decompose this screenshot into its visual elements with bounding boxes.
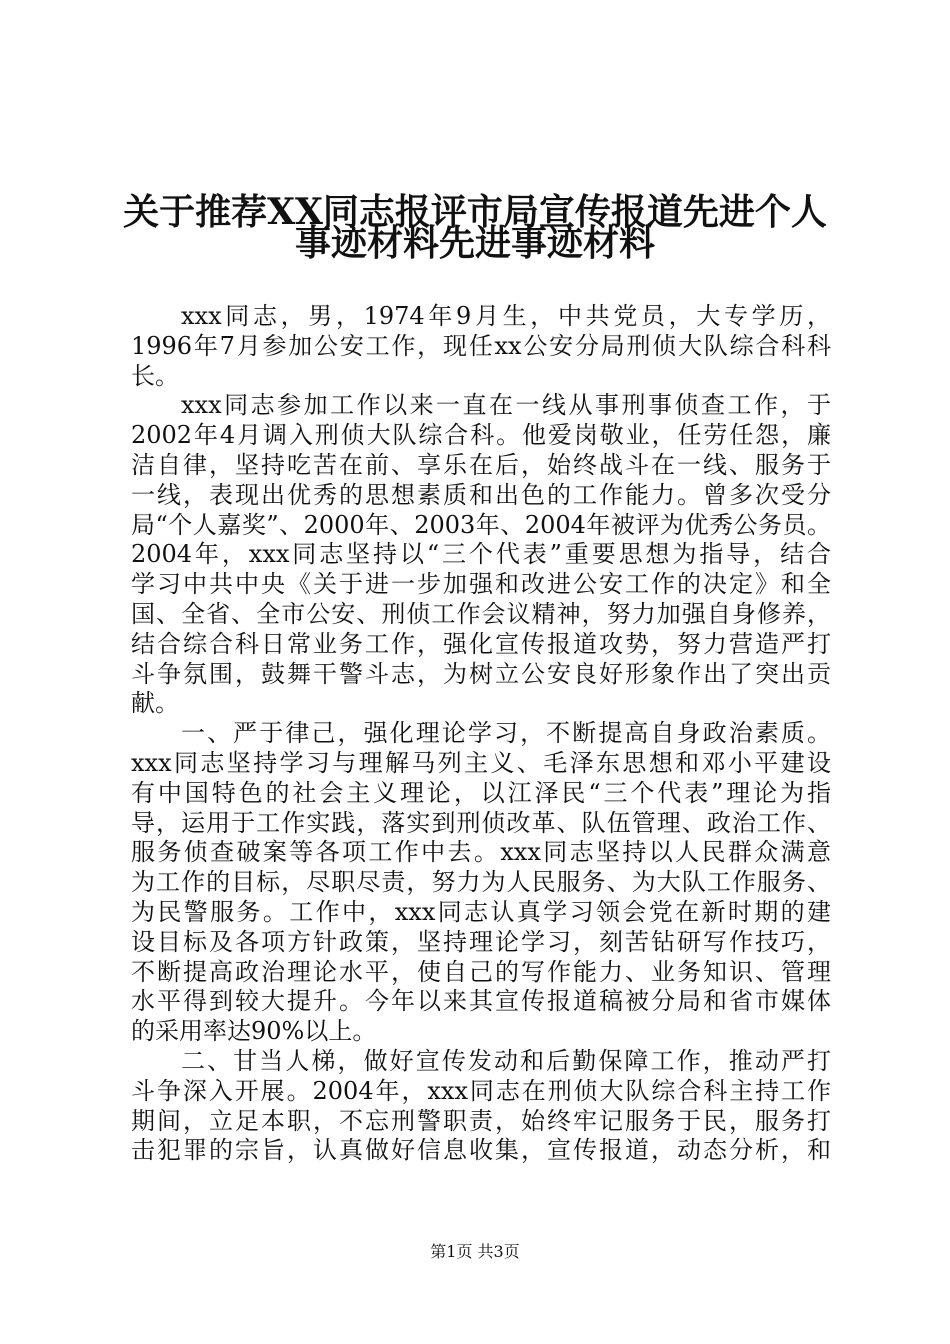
body-text-line: 结合综合科日常业务工作，强化宣传报道攻势，努力营造严打: [131, 629, 831, 658]
body-text-line: 2004年，xxx同志坚持以“三个代表”重要思想为指导，结合: [131, 540, 831, 569]
body-text-line: 水平得到较大提升。今年以来其宣传报道稿被分局和省市媒体: [131, 987, 831, 1016]
document-title-line-1: 关于推荐XX同志报评市局宣传报道先进个人: [123, 191, 827, 233]
body-text-line: 学习中共中央《关于进一步加强和改进公安工作的决定》和全: [131, 570, 831, 599]
body-text-line: 导，运用于工作实践，落实到刑侦改革、队伍管理、政治工作、: [131, 808, 831, 837]
document-body: [131, 302, 831, 1166]
body-text-line: 为民警服务。工作中，xxx同志认真学习领会党在新时期的建: [131, 897, 831, 926]
body-text-line: 国、全省、全市公安、刑侦工作会议精神，努力加强自身修养，: [131, 599, 831, 628]
body-text-line: 期间，立足本职，不忘刑警职责，始终牢记服务于民，服务打: [131, 1106, 831, 1135]
body-text-line: 长。: [131, 361, 179, 390]
body-text-line: 的采用率达90%以上。: [131, 1017, 377, 1046]
body-text-line: 有中国特色的社会主义理论，以江泽民“三个代表”理论为指: [131, 778, 831, 807]
body-text-line: 洁自律，坚持吃苦在前、享乐在后，始终战斗在一线、服务于: [131, 450, 831, 479]
body-text-line: xxx同志坚持学习与理解马列主义、毛泽东思想和邓小平建设: [131, 748, 831, 777]
page-footer: 第1页 共3页: [430, 1242, 520, 1261]
body-text-line: 击犯罪的宗旨，认真做好信息收集，宣传报道，动态分析，和: [131, 1136, 831, 1165]
body-text-line: 2002年4月调入刑侦大队综合科。他爱岗敬业，任劳任怨，廉: [131, 421, 831, 450]
body-text-line: 服务侦查破案等各项工作中去。xxx同志坚持以人民群众满意: [131, 838, 831, 867]
body-text-line: 不断提高政治理论水平，使自己的写作能力、业务知识、管理: [131, 957, 831, 986]
body-text-line: xxx同志参加工作以来一直在一线从事刑事侦查工作，于: [181, 391, 831, 420]
body-text-line: 斗争深入开展。2004年，xxx同志在刑侦大队综合科主持工作: [131, 1076, 831, 1105]
body-text-line: 二、甘当人梯，做好宣传发动和后勤保障工作，推动严打: [181, 1046, 831, 1075]
body-text-line: 为工作的目标，尽职尽责，努力为人民服务、为大队工作服务、: [131, 868, 831, 897]
body-text-line: 局“个人嘉奖”、2000年、2003年、2004年被评为优秀公务员。: [131, 510, 831, 539]
body-text-line: 献。: [131, 689, 179, 718]
body-text-line: 设目标及各项方针政策，坚持理论学习，刻苦钻研写作技巧，: [131, 927, 831, 956]
body-text-line: xxx同志，男，1974年9月生，中共党员，大专学历，: [181, 302, 831, 330]
document-title-line-2: 事迹材料先进事迹材料: [294, 222, 655, 264]
body-text-line: 1996年7月参加公安工作，现任xx公安分局刑侦大队综合科科: [131, 331, 831, 360]
body-text-line: 一线，表现出优秀的思想素质和出色的工作能力。曾多次受分: [131, 480, 831, 509]
body-text-line: 斗争氛围，鼓舞干警斗志，为树立公安良好形象作出了突出贡: [131, 659, 831, 688]
body-text-line: 一、严于律己，强化理论学习，不断提高自身政治素质。: [181, 719, 831, 748]
